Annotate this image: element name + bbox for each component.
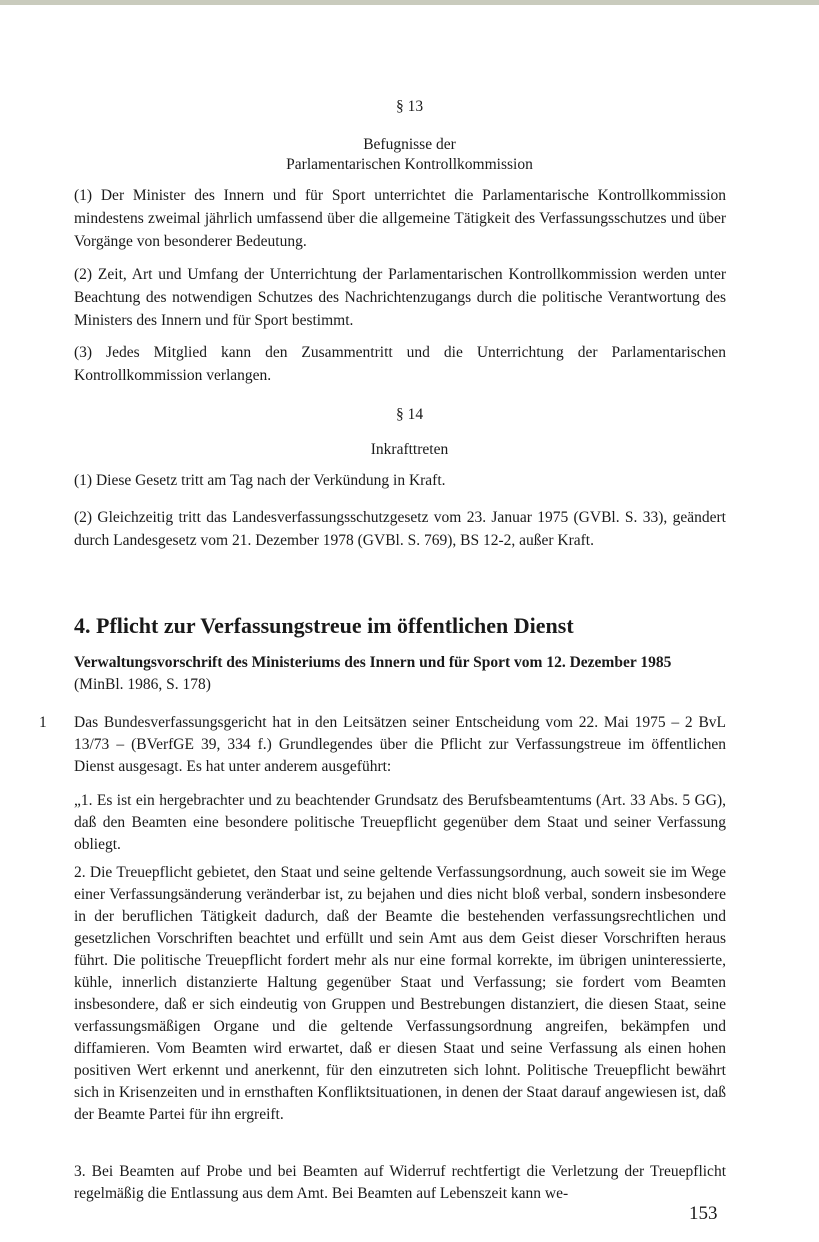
quote-paragraph-1: „1. Es ist ein hergebrachter und zu beachtender Grundsatz des Berufsbeamtentums (Art. 33 Abs. 5 GG), daß den Beamten eine besondere politische Treuepflicht gegenüber dem Staat und seiner Verfassung obliegt.	[74, 792, 726, 853]
item-number: 1	[39, 714, 47, 731]
section-14-paragraph-1: (1) Diese Gesetz tritt am Tag nach der Verkündung in Kraft.	[74, 472, 446, 489]
chapter-subheading	[74, 652, 734, 696]
quote-paragraph-3: 3. Bei Beamten auf Probe und bei Beamten auf Widerruf rechtfertigt die Verletzung der Treuepflicht regelmäßig die Entlassung aus dem Amt. Bei Beamten auf Lebenszeit kann we-	[74, 1163, 726, 1202]
regulation-source: (MinBl. 1986, S. 178)	[74, 676, 211, 693]
page-top-border	[0, 0, 819, 5]
page-number: 153	[689, 1203, 718, 1224]
section-13-number: § 13	[395, 98, 424, 115]
regulation-title: Verwaltungsvorschrift des Ministeriums des Innern und für Sport vom 12. Dezember 1985	[74, 654, 672, 671]
chapter-heading: 4. Pflicht zur Verfassungstreue im öffentlichen Dienst	[74, 613, 574, 638]
section-13-title-line1: Befugnisse der	[363, 136, 456, 153]
section-13-paragraph-3: (3) Jedes Mitglied kann den Zusammentritt und die Unterrichtung der Parlamentarischen Kontrollkommission verlangen.	[74, 344, 726, 384]
section-14-number: § 14	[395, 406, 424, 423]
quote-paragraph-2: 2. Die Treuepflicht gebietet, den Staat und seine geltende Verfassungsordnung, auch soweit sie im Wege einer Verfassungsänderung veränderbar ist, zu bejahen und dies nicht bloß verbal, sondern insbesondere in der beruflichen Tätigkeit dadurch, daß der Beamte die bestehenden verfassungsrechtlichen und gesetzlichen Vorschriften beachtet und erfüllt und sein Amt aus dem Geist dieser Vorschriften heraus führt. Die politische Treuepflicht fordert mehr als nur eine formal korrekte, im übrigen uninteressierte, kühle, innerlich distanzierte Haltung gegenüber Staat und Verfassung; sie fordert vom Beamten insbesondere, daß er sich eindeutig von Gruppen und Bestrebungen distanziert, die diesen Staat, seine verfassungsmäßigen Organe und die geltende Verfassungsordnung angreifen, bekämpfen und diffamieren. Vom Beamten wird erwartet, daß er diesen Staat und seine Verfassung als einen hohen positiven Wert erkennt und anerkennt, für den einzutreten sich lohnt. Politische Treuepflicht bewährt sich in Krisenzeiten und in ernsthaften Konfliktsituationen, in denen der Staat darauf angewiesen ist, daß der Beamte Partei für ihn ergreift.	[74, 864, 726, 1123]
section-14-title: Inkrafttreten	[370, 441, 449, 458]
item-text: Das Bundesverfassungsgericht hat in den Leitsätzen seiner Entscheidung vom 22. Mai 1975 – 2 BvL 13/73 – (BVerfGE 39, 334 f.) Grundlegendes über die Pflicht zur Verfassungstreue im öffentlichen Dienst ausgesagt. Es hat unter anderem ausgeführt:	[74, 714, 726, 775]
section-13-paragraph-2: (2) Zeit, Art und Umfang der Unterrichtung der Parlamentarischen Kontrollkommission werden unter Beachtung des notwendigen Schutzes des Nachrichtenzugangs durch die politische Verantwortung des Ministers des Innern und für Sport bestimmt.	[74, 266, 726, 329]
section-13-paragraph-1: (1) Der Minister des Innern und für Sport unterrichtet die Parlamentarische Kontrollkommission mindestens zweimal jährlich umfassend über die allgemeine Tätigkeit des Verfassungsschutzes und über Vorgänge von besonderer Bedeutung.	[74, 187, 726, 250]
section-14-paragraph-2: (2) Gleichzeitig tritt das Landesverfassungsschutzgesetz vom 23. Januar 1975 (GVBl. S. 33), geändert durch Landesgesetz vom 21. Dezember 1978 (GVBl. S. 769), BS 12-2, außer Kraft.	[74, 509, 726, 549]
section-13-title-line2: Parlamentarischen Kontrollkommission	[286, 156, 533, 173]
